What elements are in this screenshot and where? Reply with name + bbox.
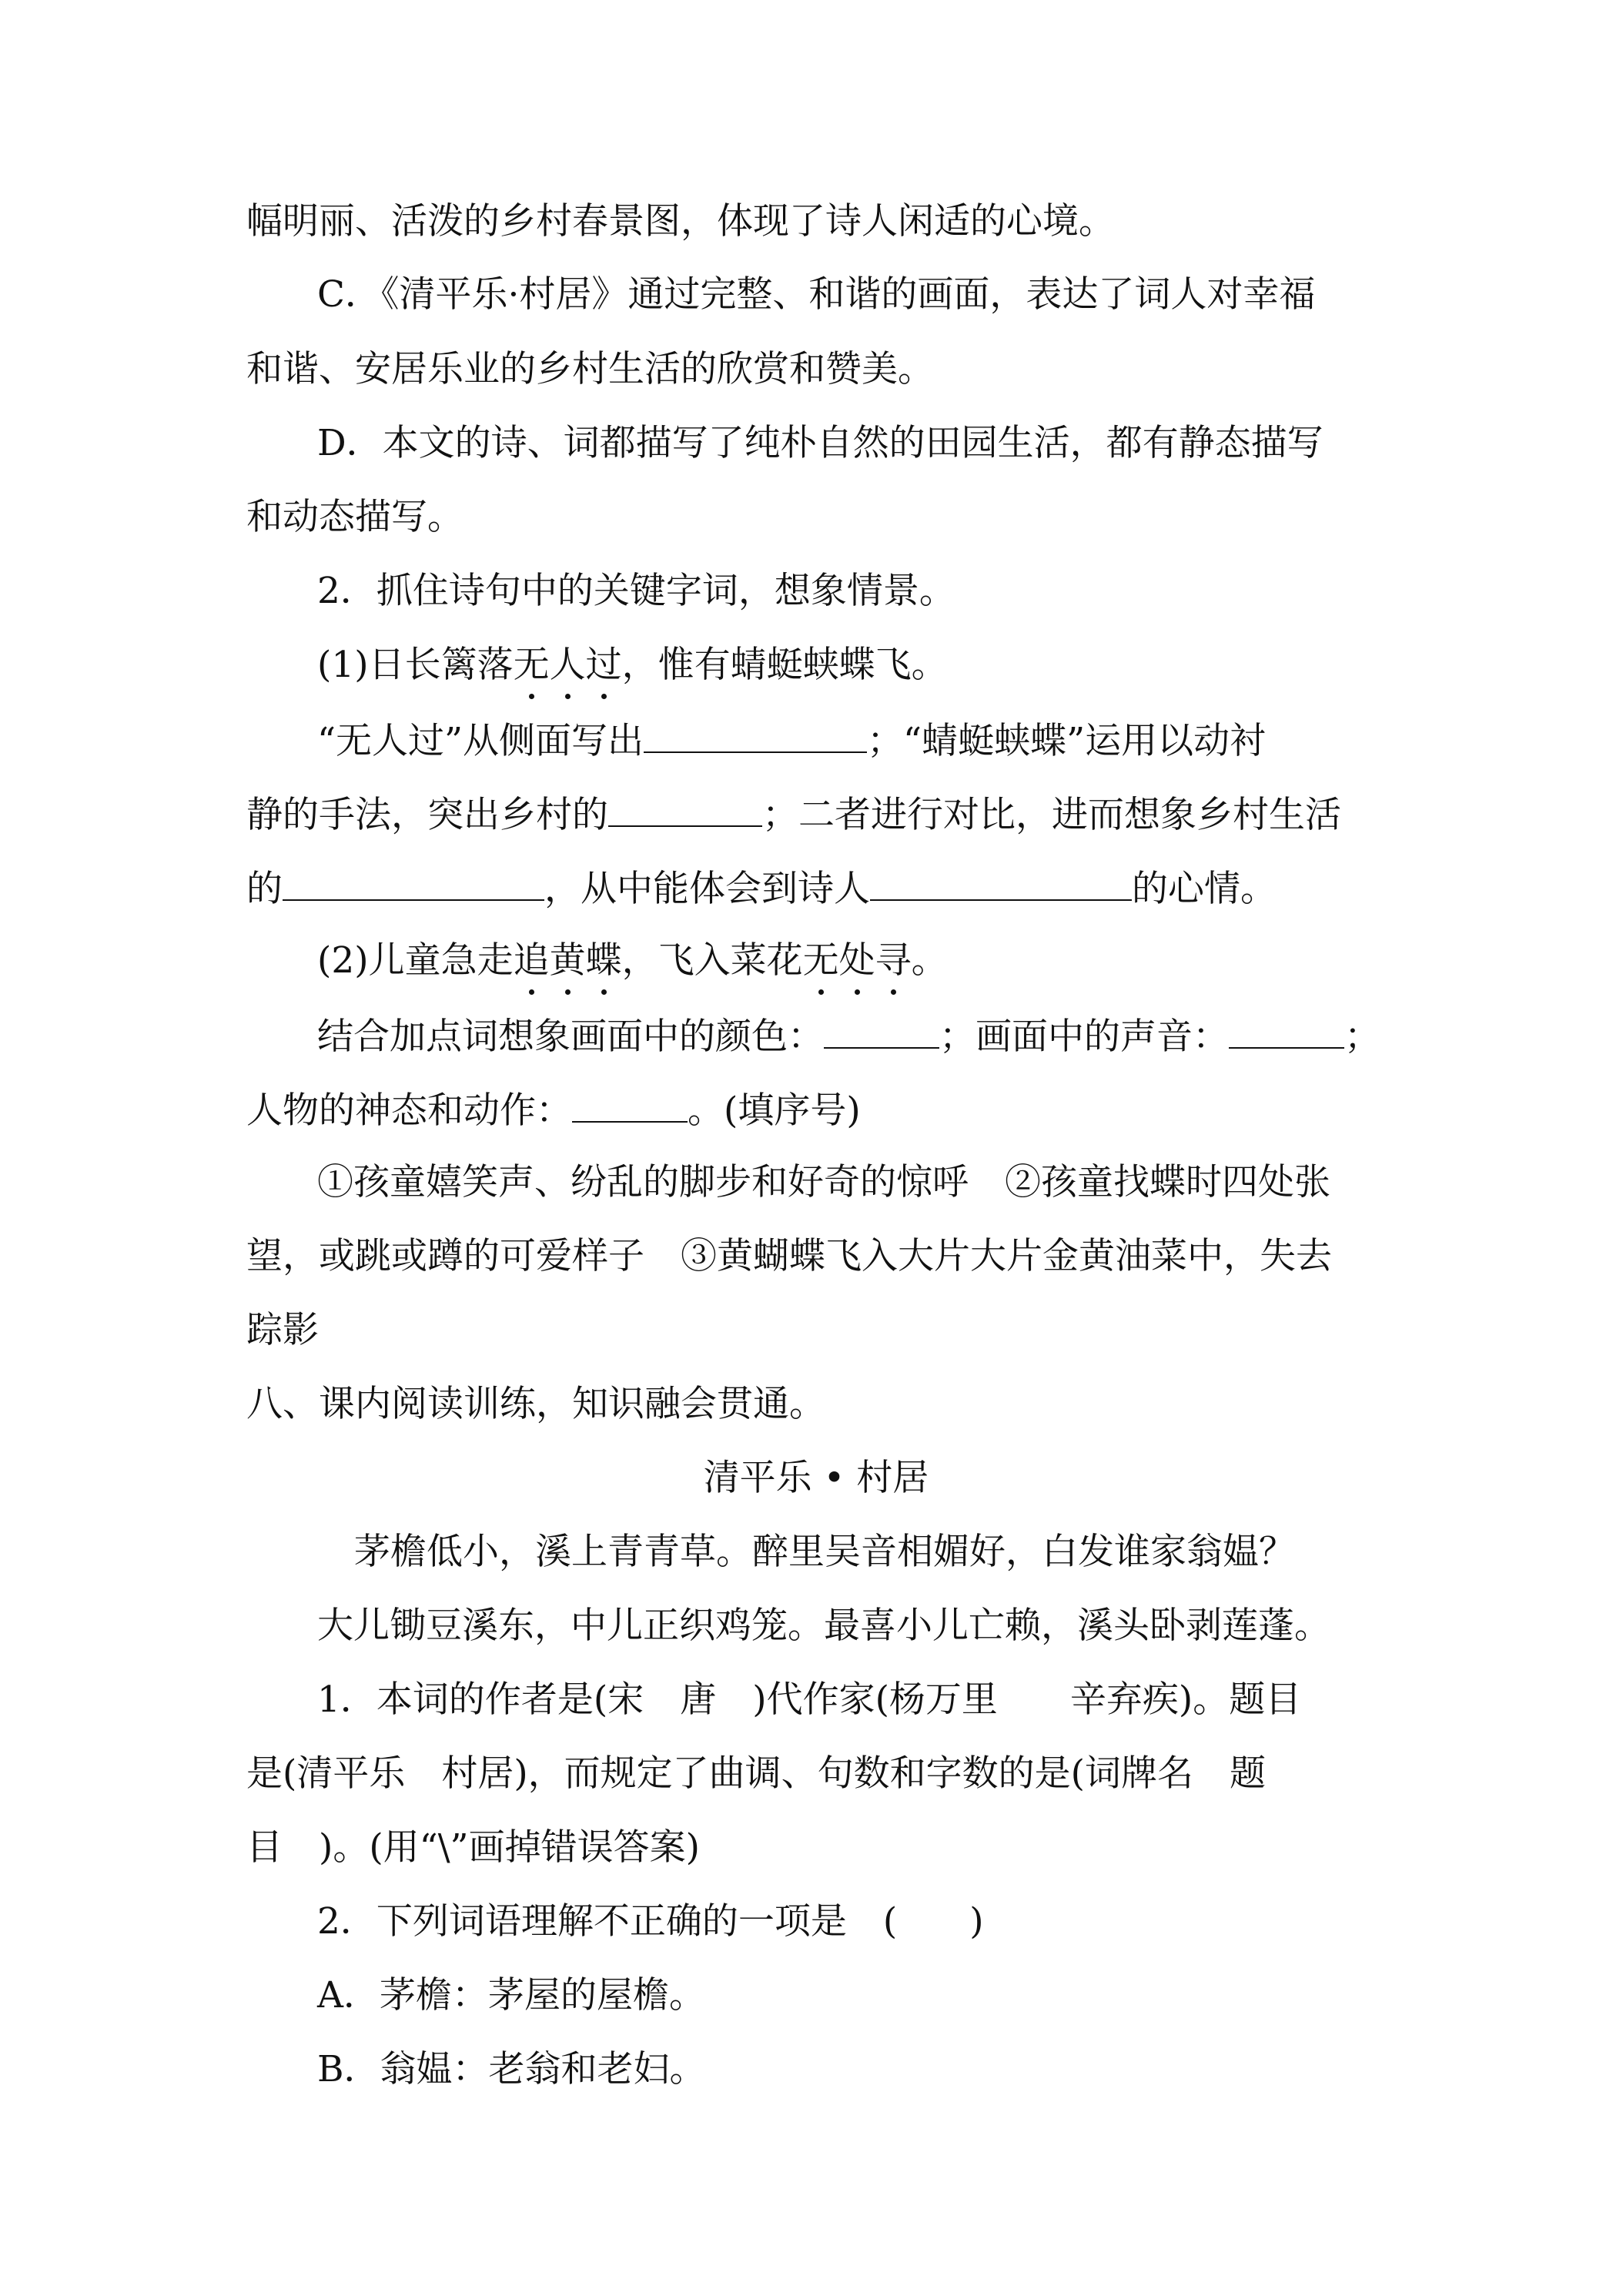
fill-line-1 — [317, 716, 1386, 765]
question-text: ；“蜻蜓蛱蝶”运用以动衬 — [867, 720, 1267, 762]
dotted-words — [514, 939, 622, 982]
fill-line-3 — [246, 864, 1386, 912]
text-line: 幅明丽、活泼的乡村春景图，体现了诗人闲适的心境。 — [246, 200, 1115, 243]
answer-blank[interactable] — [824, 1012, 939, 1049]
option-d-line-1: D．本文的诗、词都描写了纯朴自然的田园生活，都有静态描写 — [317, 422, 1323, 464]
poem-verse-2: 大儿锄豆溪东，中儿正织鸡笼。最喜小儿亡赖，溪头卧剥莲蓬。 — [317, 1605, 1330, 1647]
poem-text: 。 — [911, 939, 948, 982]
option-a-line: A．茅檐：茅屋的屋檐。 — [317, 1974, 705, 2017]
answer-blank[interactable] — [608, 790, 762, 827]
question-text: “无人过”从侧面写出 — [317, 720, 644, 762]
dotted-char: 黄 — [550, 938, 586, 984]
dotted-char: 寻 — [875, 938, 912, 984]
dotted-char: 过 — [586, 642, 622, 688]
dotted-char: 追 — [514, 938, 550, 984]
question-text: 的心情。 — [1132, 868, 1277, 910]
poem-line-1 — [317, 642, 1386, 688]
dotted-words — [803, 939, 912, 982]
question-text: ； — [1344, 1016, 1380, 1058]
poem-line-2 — [317, 938, 1386, 984]
question-text: 人物的神态和动作： — [246, 1089, 572, 1132]
fill-line-2 — [246, 790, 1386, 838]
option-c-line-1: C．《清平乐·村居》通过完整、和谐的画面，表达了词人对幸福 — [317, 273, 1316, 316]
section-8-heading: 八、课内阅读训练，知识融会贯通。 — [246, 1383, 825, 1425]
poem-verse-1: 茅檐低小，溪上青青草。醉里吴音相媚好，白发谁家翁媪？ — [354, 1531, 1295, 1573]
poem-text: (2)儿童急走 — [317, 939, 514, 982]
question-text: 结合加点词想象画面中的颜色： — [317, 1016, 824, 1058]
dotted-char: 蝶 — [586, 938, 622, 984]
poem-text: ，飞入菜花 — [621, 939, 803, 982]
question-text: 的 — [246, 868, 283, 910]
answer-blank[interactable] — [870, 864, 1132, 901]
question-2-line: 2．下列词语理解不正确的一项是 ( ) — [317, 1900, 984, 1943]
dotted-char: 无 — [514, 642, 550, 688]
option-d-line-2: 和动态描写。 — [246, 496, 463, 538]
choices-line-3: 踪影 — [246, 1309, 319, 1351]
dotted-char: 处 — [839, 938, 875, 984]
question-1-line-1: 1．本词的作者是(宋 唐 )代作家(杨万里 辛弃疾)。题目 — [317, 1678, 1302, 1721]
answer-blank[interactable] — [1229, 1012, 1344, 1049]
dotted-char: 无 — [803, 938, 839, 984]
dotted-char: 人 — [550, 642, 586, 688]
poem-text: ，惟有 — [621, 644, 731, 686]
question-2-heading: 2．抓住诗句中的关键字词，想象情景。 — [317, 570, 955, 612]
choices-line-2: 望，或跳或蹲的可爱样子 ③黄蝴蝶飞入大片大片金黄油菜中，失去 — [246, 1235, 1332, 1277]
answer-blank[interactable] — [572, 1086, 688, 1123]
fill-line-4 — [317, 1012, 1386, 1060]
question-1-line-3: 目 )。(用“\”画掉错误答案) — [246, 1826, 700, 1869]
question-text: ；画面中的声音： — [939, 1016, 1229, 1058]
question-text: 。(填序号) — [688, 1089, 861, 1132]
choices-line-1: ①孩童嬉笑声、纷乱的脚步和好奇的惊呼 ②孩童找蝶时四处张 — [317, 1161, 1330, 1203]
poem-text: 蜻蜓蛱蝶 — [730, 644, 875, 686]
answer-blank[interactable] — [283, 864, 544, 901]
question-text: ；二者进行对比，进而想象乡村生活 — [762, 794, 1341, 836]
poem-text: 飞。 — [875, 644, 948, 686]
poem-title: 清平乐 • 村居 — [703, 1457, 929, 1499]
answer-blank[interactable] — [644, 716, 867, 753]
question-text: 静的手法，突出乡村的 — [246, 794, 608, 836]
option-c-line-2: 和谐、安居乐业的乡村生活的欣赏和赞美。 — [246, 348, 934, 390]
fill-line-5 — [246, 1086, 1386, 1134]
dotted-words — [514, 644, 622, 686]
option-b-line: B．翁媪：老翁和老妇。 — [317, 2048, 706, 2090]
question-text: ，从中能体会到诗人 — [544, 868, 870, 910]
poem-text: (1)日长篱落 — [317, 644, 514, 686]
question-1-line-2: 是(清平乐 村居)，而规定了曲调、句数和字数的是(词牌名 题 — [246, 1752, 1267, 1795]
